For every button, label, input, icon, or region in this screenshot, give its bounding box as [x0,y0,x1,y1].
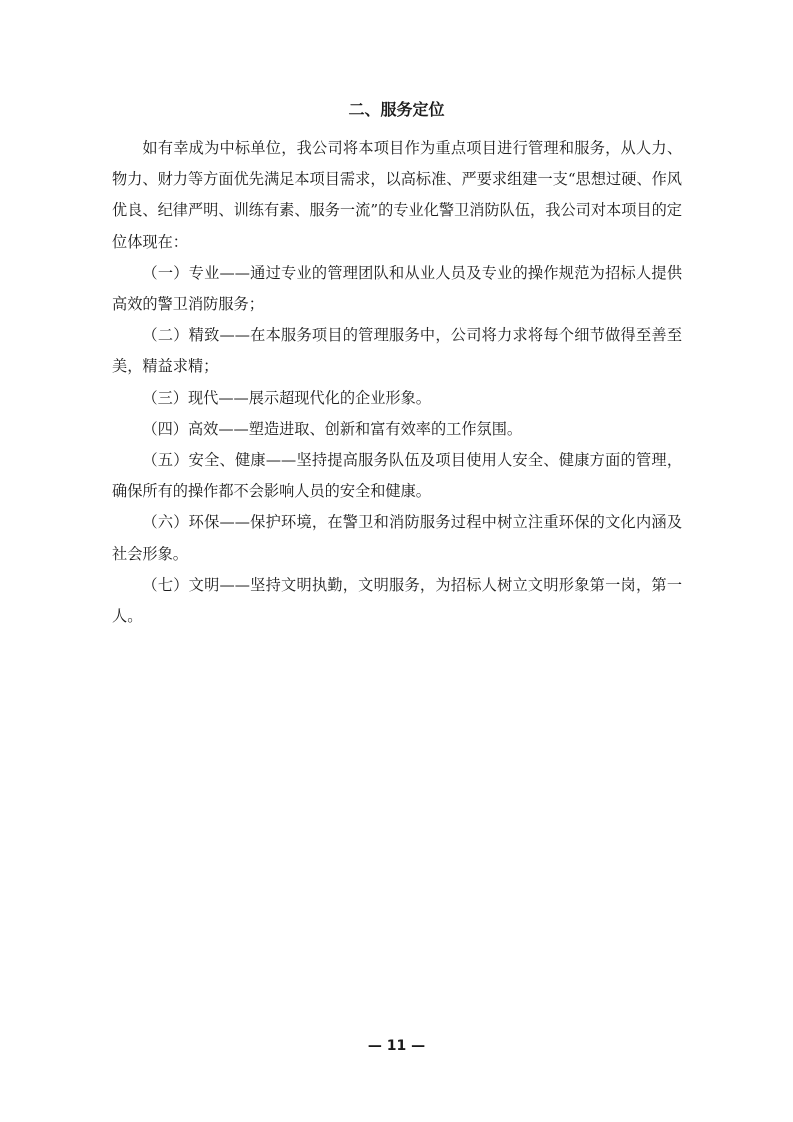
list-item-efficient: （四）高效——塑造进取、创新和富有效率的工作氛围。 [142,419,523,438]
list-item-environmental: （六）环保——保护环境，在警卫和消防服务过程中树立注重环保的文化内涵及社会形象。 [112,513,682,563]
section-title: 二、服务定位 [348,100,445,119]
list-item-safety-health: （五）安全、健康——坚持提高服务队伍及项目使用人安全、健康方面的管理，确保所有的操作都不会影响人员的安全和健康。 [112,451,682,501]
document-body [112,133,682,632]
list-item-modern: （三）现代——展示超现代化的企业形象。 [142,388,431,407]
list-item-civility: （七）文明——坚持文明执勤，文明服务，为招标人树立文明形象第一岗，第一人。 [112,575,682,626]
list-item-refined: （二）精致——在本服务项目的管理服务中，公司将力求将每个细节做得至善至美，精益求精； [112,326,682,376]
intro-paragraph: 如有幸成为中标单位，我公司将本项目作为重点项目进行管理和服务，从人力、物力、财力等方面优先满足本项目需求，以高标准、严要求组建一支“思想过硬、作风优良、纪律严明、训练有素、服务一流”的专业化警卫消防队伍，我公司对本项目的定位体现在： [112,139,682,251]
page-number: — 11 — [367,1038,426,1054]
list-item-professional: （一）专业——通过专业的管理团队和从业人员及专业的操作规范为招标人提供高效的警卫消防服务； [112,263,682,314]
